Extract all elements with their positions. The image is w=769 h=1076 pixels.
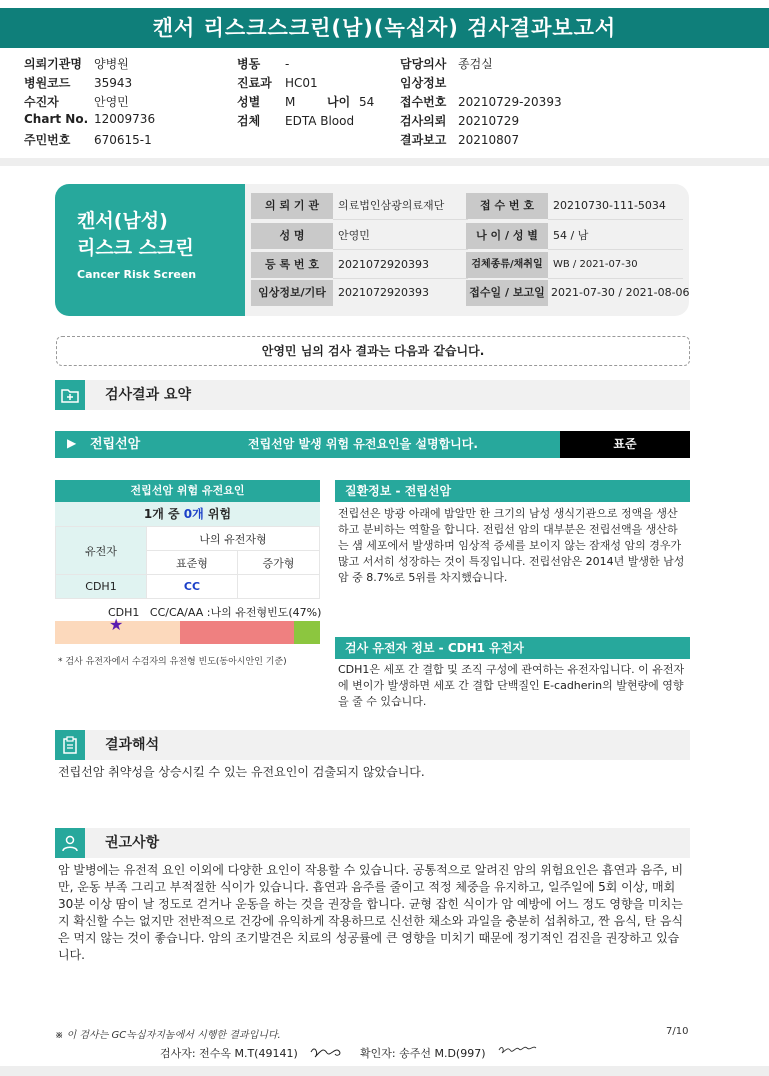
frequency-bar [55, 615, 320, 644]
value-hospital-code: 35943 [94, 76, 133, 90]
value-requesting-institution: 양병원 [94, 57, 129, 71]
recommendation-text: 암 발병에는 유전적 요인 이외에 다양한 요인이 작용할 수 있습니다. 공통적으로 알려진 암의 위험요인은 흡연과 음주, 비만, 운동 부족 그리고 부적절한 식이가 있습니다. 흡연과 음주를 줄이고 적정 체중을 유지하고, 일주일에 5회 이상, 매회 30분 이상 땀이 날 정도로 걷거나 운동을 하는 것을 권장을 합니다. 균형 잡힌 식이가 암 예방에 어느 정도 영향을 미치는지 확신할 수는 없지만 전반적으로 건강에 유익하게 작용하므로 신선한 채소와 과일을 충분히 섭취하고, 짠 음식, 탄 음식은 먹지 않는 것이 좋습니다. 암의 조기발견은 치료의 성공률에 큰 영향을 미치기 때문에 정기적인 검진을 권장하고 있습니다. [58, 863, 684, 962]
label-hospital-code: 병원코드 [24, 76, 71, 90]
col-gene-header: 유전자 [56, 527, 147, 575]
value-patient: 안영민 [94, 95, 129, 109]
frequency-segment-mid [180, 621, 294, 644]
folder-add-icon [55, 380, 85, 410]
info-value: 54 / 남 [548, 223, 683, 250]
value-doctor: 종검실 [458, 57, 493, 71]
value-specimen: EDTA Blood [285, 114, 355, 128]
label-requesting-institution: 의뢰기관명 [24, 57, 82, 71]
summary-title: 검사결과 요약 [105, 387, 192, 403]
risk-count-suffix: 위험 [203, 507, 232, 521]
info-label: 성 명 [251, 223, 333, 249]
summary-disease: 전립선암 [90, 437, 141, 452]
doctor-icon [55, 828, 85, 858]
interpretation-text: 전립선암 취약성을 상승시킬 수 있는 유전요인이 검출되지 않았습니다. [58, 765, 425, 779]
frequency-segment-high [294, 621, 320, 644]
info-label: 임상정보/기타 [251, 280, 333, 306]
col-increase-header: 증가형 [238, 551, 320, 575]
risk-count-prefix: 1개 중 [143, 507, 184, 521]
value-ward: - [285, 57, 290, 71]
info-value: WB / 2021-07-30 [548, 252, 683, 279]
info-label: 접 수 번 호 [466, 193, 548, 219]
footer-divider [0, 1066, 769, 1076]
recommendation-section-header [55, 828, 690, 858]
disease-info-title: 질환정보 - 전립선암 [345, 484, 452, 498]
label-resident-no: 주민번호 [24, 133, 71, 147]
footer-note: ※ 이 검사는 GC녹십자지놈에서 시행한 결과입니다. [55, 1030, 281, 1041]
value-resident-no: 670615-1 [94, 133, 152, 147]
label-specimen: 검체 [237, 114, 261, 128]
value-chart-no: 12009736 [94, 112, 156, 126]
summary-section-header [55, 380, 690, 410]
label-result-report: 결과보고 [400, 133, 447, 147]
disease-info-text: 전립선은 방광 아래에 밤알만 한 크기의 남성 생식기관으로 정액을 생산하고 분비하는 역할을 합니다. 전립선 암의 대부분은 전립선액을 생산하는 샘 세포에서 발생하며 임상적 증세를 보이지 않는 잠재성 암의 경우가 많고 서서히 성장하는 것이 특징입니다. 전립선암은 2014년 발생한 남성 암 중 8.7%로 5위를 차지했습니다. [338, 507, 685, 584]
info-value: 20210730-111-5034 [548, 193, 683, 220]
value-age: 54 [359, 95, 375, 109]
value-test-request: 20210729 [458, 114, 520, 128]
disease-info-header [335, 480, 690, 502]
info-value: 의료법인삼광의료재단 [333, 193, 468, 220]
interpretation-section-header [55, 730, 690, 760]
info-label: 접수일 / 보고일 [466, 280, 548, 306]
info-label: 등 록 번 호 [251, 252, 333, 278]
header-divider [0, 158, 769, 166]
summary-description: 전립선암 발생 위험 유전요인을 설명합니다. [248, 437, 478, 451]
frequency-label: CDH1 CC/CA/AA :나의 유전형빈도(47%) [108, 606, 322, 619]
examiner: 검사자: 전수옥 M.T(49141) [160, 1047, 298, 1060]
confirmer: 확인자: 송주선 M.D(997) [360, 1047, 486, 1060]
label-clinical-info: 임상정보 [400, 76, 447, 90]
increase-genotype [238, 575, 320, 599]
label-age: 나이 [327, 95, 351, 109]
value-department: HC01 [285, 76, 318, 90]
gene-table-header: 전립선암 위험 유전요인 [55, 480, 320, 502]
risk-count-number: 0개 [183, 507, 204, 521]
label-test-request: 검사의뢰 [400, 114, 447, 128]
examiner-signature [308, 1038, 348, 1060]
info-value: 2021-07-30 / 2021-08-06 [551, 286, 690, 299]
info-label: 검체종류/채취일 [466, 252, 548, 278]
value-receipt-no: 20210729-20393 [458, 95, 562, 109]
label-ward: 병동 [237, 57, 261, 71]
info-value: 안영민 [333, 223, 468, 250]
value-result-report: 20210807 [458, 133, 520, 147]
report-info-table [245, 184, 689, 316]
info-value: 2021072920393 [333, 252, 468, 279]
label-chart-no: Chart No. [24, 112, 89, 126]
clipboard-icon [55, 730, 85, 760]
gene-result-table [55, 526, 320, 599]
gene-name: CDH1 [56, 575, 147, 599]
col-standard-header: 표준형 [147, 551, 238, 575]
intro-message: 안영민 님의 검사 결과는 다음과 같습니다. [56, 336, 690, 366]
label-department: 진료과 [237, 76, 272, 90]
frequency-note: * 검사 유전자에서 수검자의 유전형 빈도(동아시안인 기준) [58, 657, 287, 667]
summary-bar [55, 431, 560, 458]
badge-title-en: Cancer Risk Screen [77, 268, 197, 281]
badge-title-line1: 캔서(남성) [77, 210, 168, 232]
page-number: 7/10 [666, 1026, 689, 1037]
info-value: 2021072920393 [338, 286, 429, 299]
header-col1 [24, 55, 155, 150]
report-badge [55, 184, 245, 316]
gene-info-header [335, 637, 690, 659]
interpretation-title: 결과해석 [105, 737, 160, 753]
gene-info-title: 검사 유전자 정보 - CDH1 유전자 [345, 641, 524, 655]
value-sex: M [285, 95, 296, 109]
triangle-right-icon: ▶ [67, 436, 77, 450]
label-patient: 수진자 [24, 95, 59, 109]
patient-header [0, 55, 769, 155]
gene-info-text: CDH1은 세포 간 결합 및 조직 구성에 관여하는 유전자입니다. 이 유전자에 변이가 발생하면 세포 간 결합 단백질인 E-cadherin의 발현량에 영향을 줄 수 있습니다. [338, 663, 685, 708]
header-col2 [237, 55, 374, 131]
header-col3 [400, 55, 562, 150]
standard-genotype: CC [147, 575, 238, 599]
label-receipt-no: 접수번호 [400, 95, 447, 109]
info-label: 나 이 / 성 별 [466, 223, 548, 249]
label-sex: 성별 [237, 95, 261, 109]
info-label: 의 뢰 기 관 [251, 193, 333, 219]
star-marker-icon: ★ [109, 615, 124, 634]
recommendation-title: 권고사항 [105, 835, 160, 851]
my-genotype-header: 나의 유전자형 [147, 527, 320, 551]
confirmer-signature [497, 1040, 539, 1058]
badge-title-line2: 리스크 스크린 [77, 237, 194, 259]
report-title: 캔서 리스크스크린(남)(녹십자) 검사결과보고서 [0, 8, 769, 48]
label-doctor: 담당의사 [400, 57, 447, 71]
summary-status: 표준 [560, 431, 690, 458]
gene-risk-count [55, 502, 320, 526]
